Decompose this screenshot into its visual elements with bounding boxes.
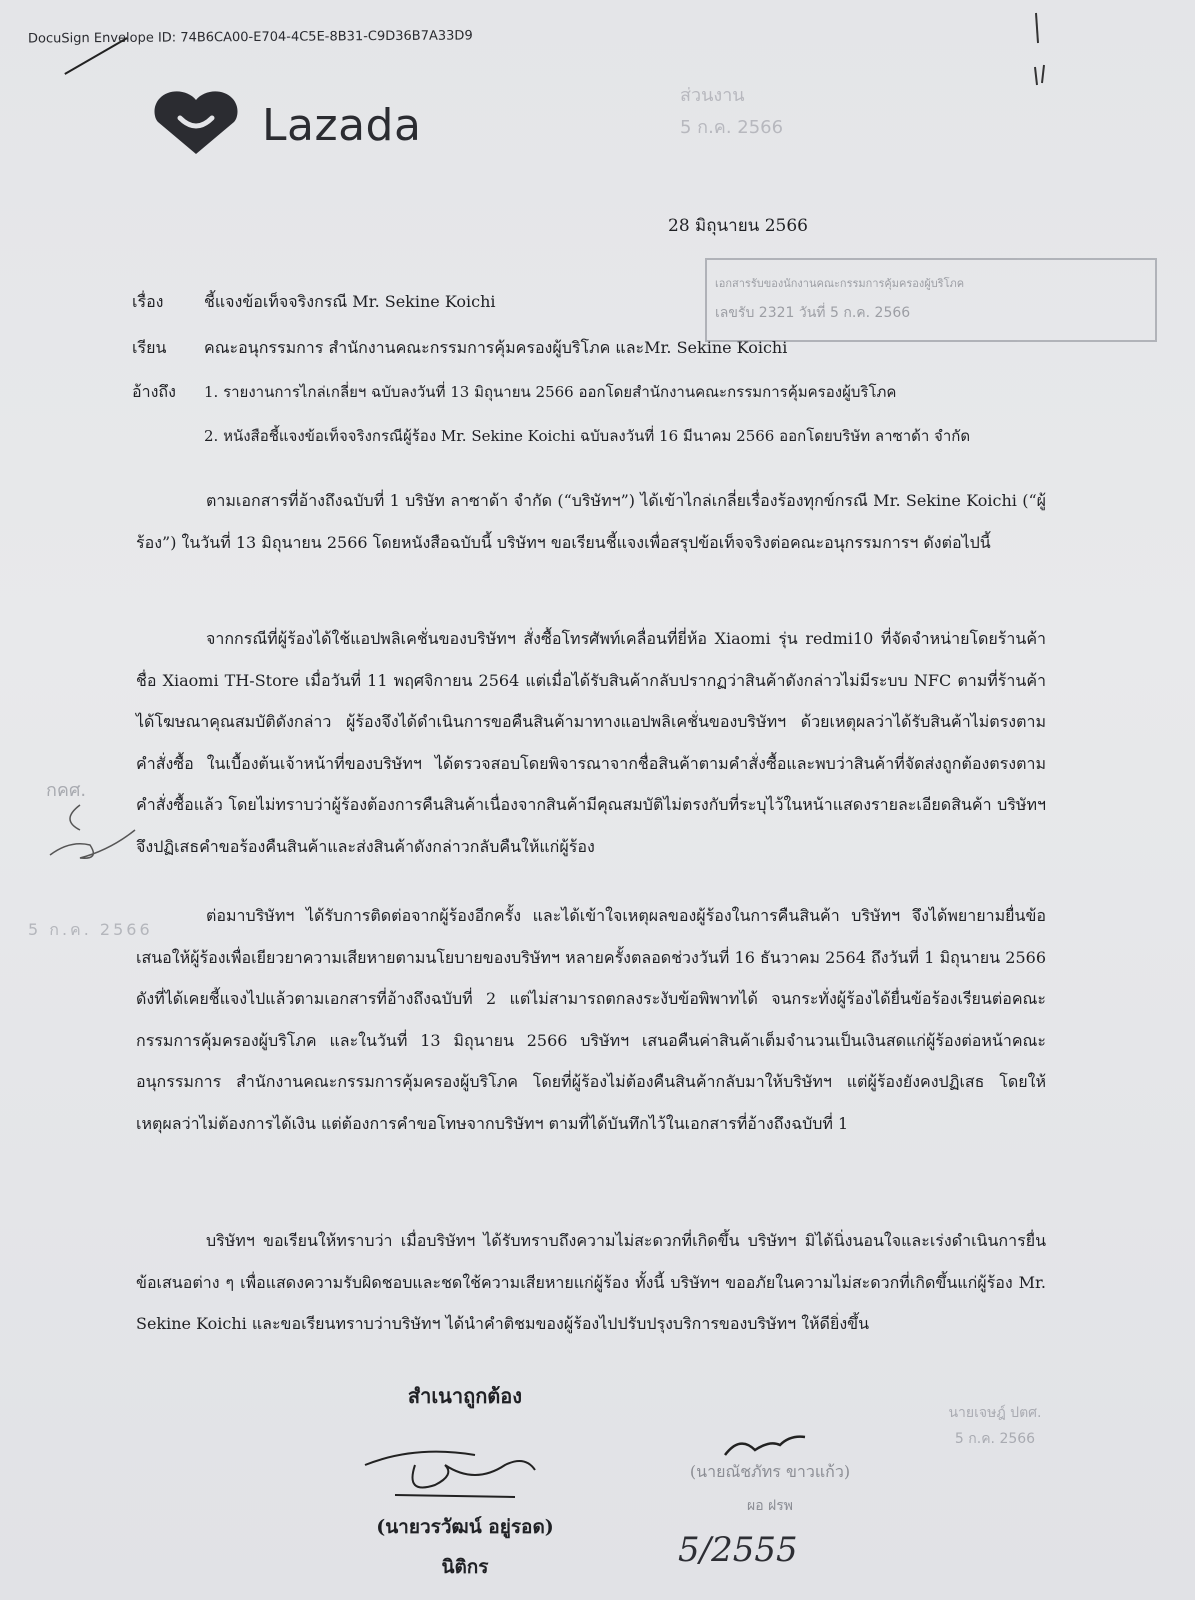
signature-scribble — [355, 1425, 575, 1505]
second-signer-name: (นายณัชภัทร ขาวแก้ว) — [689, 1462, 851, 1481]
paragraph-4: บริษัทฯ ขอเรียนให้ทราบว่า เมื่อบริษัทฯ ได้รับทราบถึงความไม่สะดวกที่เกิดขึ้น บริษัทฯ มิได้นิ่งนอนใจและเร่งดำเนินการยื่นข้อเสนอต่าง ๆ เพื่อแสดงความรับผิดชอบและชดใช้ความเสียหายแก่ผู้ร้อง ทั้งนี้ บริษัทฯ ขออภัยในความไม่สะดวกที่เกิดขึ้นแก่ผู้ร้อง Mr. Sekine Koichi และขอเรียนทราบว่าบริษัทฯ ได้นำคำติชมของผู้ร้องไปปรับปรุงบริการของบริษัทฯ ให้ดียิ่งขึ้น — [136, 1231, 1046, 1333]
margin-signature — [40, 800, 140, 870]
second-signature-block — [660, 1460, 880, 1517]
reference-item: 2. หนังสือชี้แจงข้อเท็จจริงกรณีผู้ร้อง Mr. Sekine Koichi ฉบับลงวันที่ 16 มีนาคม 2566 ออกโดยบริษัท ลาซาด้า จำกัด — [204, 427, 971, 445]
subject-text: ชี้แจงข้อเท็จจริงกรณี Mr. Sekine Koichi — [204, 292, 496, 311]
stamp-line-1: เอกสารรับของนักงานคณะกรรมการคุ้มครองผู้บริโภค — [715, 277, 965, 290]
margin-note: กคศ. — [46, 780, 87, 801]
subject-label: เรื่อง — [132, 292, 164, 311]
stamp-line-2: เลขรับ 2321 วันที่ 5 ก.ค. 2566 — [715, 305, 911, 321]
paragraph-1: ตามเอกสารที่อ้างถึงฉบับที่ 1 บริษัท ลาซาด้า จำกัด (“บริษัทฯ”) ได้เข้าไกล่เกลี่ยเรื่องร้องทุกข์กรณี Mr. Sekine Koichi (“ผู้ร้อง”) ในวันที่ 13 มิถุนายน 2566 โดยหนังสือฉบับนี้ บริษัทฯ ขอเรียนชี้แจงเพื่อสรุปข้อเท็จจริงต่อคณะอนุกรรมการฯ ดังต่อไปนี้ — [136, 491, 1046, 552]
margin-date: 5 ก.ค. 2566 — [28, 920, 153, 939]
signer-name: (นายวรวัฒน์ อยู่รอด) — [376, 1516, 554, 1538]
handwritten-number: 5/2555 — [678, 1530, 798, 1570]
heart-bag-logo-icon — [150, 88, 242, 162]
faint-bottom-right-stamp: นายเจษฎ์ ปตศ. 5 ก.ค. 2566 — [948, 1405, 1042, 1447]
paragraph-3: ต่อมาบริษัทฯ ได้รับการติดต่อจากผู้ร้องอีกครั้ง และได้เข้าใจเหตุผลของผู้ร้องในการคืนสินค้า บริษัทฯ จึงได้พยายามยื่นข้อเสนอให้ผู้ร้องเพื่อเยียวยาความเสียหายตามนโยบายของบริษัทฯ หลายครั้งตลอดช่วงวันที่ 16 ธันวาคม 2564 ถึงวันที่ 1 มิถุนายน 2566 ดังที่ได้เคยชี้แจงไปแล้วตามเอกสารที่อ้างถึงฉบับที่ 2 แต่ไม่สามารถตกลงระงับข้อพิพาทได้ จนกระทั่งผู้ร้องได้ยื่นข้อร้องเรียนต่อคณะกรรมการคุ้มครองผู้บริโภค และในวันที่ 13 มิถุนายน 2566 บริษัทฯ เสนอคืนค่าสินค้าเต็มจำนวนเป็นเงินสดแก่ผู้ร้องต่อหน้าคณะอนุกรรมการ สำนักงานคณะกรรมการคุ้มครองผู้บริโภค โดยที่ผู้ร้องไม่ต้องคืนสินค้ากลับมาให้บริษัทฯ แต่ผู้ร้องยังคงปฏิเสธ โดยให้เหตุผลว่าไม่ต้องการได้เงิน แต่ต้องการคำขอโทษจากบริษัทฯ ตามที่ได้บันทึกไว้ในเอกสารที่อ้างถึงฉบับที่ 1 — [136, 906, 1046, 1133]
docusign-envelope-id: DocuSign Envelope ID: 74B6CA00-E704-4C5E-8B31-C9D36B7A33D9 — [27, 28, 473, 47]
letter-date: 28 มิถุนายน 2566 — [668, 216, 808, 236]
certified-copy-label: สำเนาถูกต้อง — [407, 1384, 523, 1408]
second-signer-position: ผอ ฝรพ — [746, 1498, 793, 1514]
handwritten-marks — [1030, 5, 1070, 119]
reference-row-2 — [132, 424, 1172, 448]
reference-item: 1. รายงานการไกล่เกลี่ยฯ ฉบับลงวันที่ 13 มิถุนายน 2566 ออกโดยสำนักงานคณะกรรมการคุ้มครองผู้บริโภค — [204, 383, 897, 401]
paragraph-2: จากกรณีที่ผู้ร้องได้ใช้แอปพลิเคชั่นของบริษัทฯ สั่งซื้อโทรศัพท์เคลื่อนที่ยี่ห้อ Xiaomi รุ่น redmi10 ที่จัดจำหน่ายโดยร้านค้าชื่อ Xiaomi TH-Store เมื่อวันที่ 11 พฤศจิกายน 2564 แต่เมื่อได้รับสินค้ากลับปรากฏว่าสินค้าดังกล่าวไม่มีระบบ NFC ตามที่ร้านค้าได้โฆษณาคุณสมบัติดังกล่าว ผู้ร้องจึงได้ดำเนินการขอคืนสินค้ามาทางแอปพลิเคชั่นของบริษัทฯ ด้วยเหตุผลว่าได้รับสินค้าไม่ตรงตามคำสั่งซื้อ ในเบื้องต้นเจ้าหน้าที่ของบริษัทฯ ได้ตรวจสอบโดยพิจารณาจากชื่อสินค้าตามคำสั่งซื้อและพบว่าสินค้าที่จัดส่งถูกต้องตรงตามคำสั่งซื้อแล้ว โดยไม่ทราบว่าผู้ร้องต้องการคืนสินค้าเนื่องจากสินค้ามีคุณสมบัติไม่ตรงกับที่ระบุไว้ในหน้าแสดงรายละเอียดสินค้า บริษัทฯ จึงปฏิเสธคำขอร้องคืนสินค้าและส่งสินค้าดังกล่าวกลับคืนให้แก่ผู้ร้อง — [136, 629, 1046, 856]
recipient-label: เรียน — [132, 338, 167, 357]
recipient-text: คณะอนุกรรมการ สำนักงานคณะกรรมการคุ้มครองผู้บริโภค และMr. Sekine Koichi — [204, 338, 788, 357]
recipient-row — [132, 336, 1172, 361]
signer-title: นิติกร — [441, 1556, 489, 1578]
reference-row-1 — [132, 380, 1172, 405]
reference-label: อ้างถึง — [132, 382, 176, 401]
faint-stamp: ส่วนงาน 5 ก.ค. 2566 — [680, 85, 784, 138]
signature-block — [335, 1380, 595, 1582]
second-signature-scribble — [720, 1425, 810, 1465]
logo-wordmark: Lazada — [262, 99, 422, 151]
subject-row — [132, 290, 1172, 315]
company-logo — [150, 88, 421, 162]
